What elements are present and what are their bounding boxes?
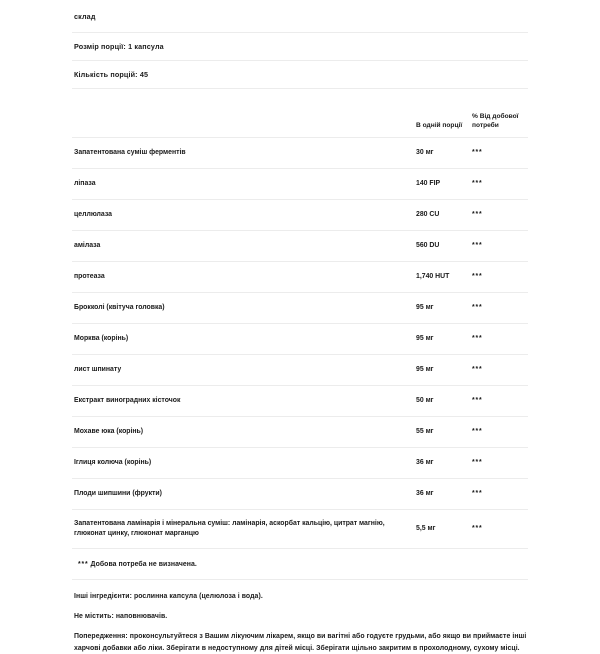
ingredient-daily-value: ***: [472, 200, 528, 231]
supplement-facts-panel: [72, 0, 528, 580]
column-header-amount-per-serving: В одній порції: [416, 89, 472, 138]
table-row: [72, 448, 528, 479]
ingredient-daily-value: ***: [472, 262, 528, 293]
ingredient-daily-value: ***: [472, 417, 528, 448]
ingredient-daily-value: ***: [472, 386, 528, 417]
table-row: [72, 386, 528, 417]
ingredient-amount: 50 мг: [416, 386, 472, 417]
table-row: [72, 138, 528, 169]
ingredient-amount: 1,740 HUT: [416, 262, 472, 293]
ingredient-name: Брокколі (квітуча головка): [72, 293, 416, 324]
ingredient-daily-value: ***: [472, 138, 528, 169]
ingredient-amount: 280 CU: [416, 200, 472, 231]
footnote-text: Добова потреба не визначена.: [90, 560, 197, 568]
ingredient-name: Плоди шипшини (фрукти): [72, 479, 416, 510]
ingredient-name: Запатентована ламінарія і мінеральна суміш: ламінарія, аскорбат кальцію, цитрат магнію, глюконат цинку, глюконат марганцю: [72, 510, 416, 549]
footnote-stars: ***: [78, 560, 89, 568]
ingredient-name: Екстракт виноградних кісточок: [72, 386, 416, 417]
label-footer-text: [72, 580, 528, 654]
other-ingredients-text: Інші інгредієнти: рослинна капсула (целюлоза і вода).: [74, 593, 263, 600]
ingredient-amount: 95 мг: [416, 324, 472, 355]
ingredient-name: Мохаве юка (корінь): [72, 417, 416, 448]
ingredient-name: амілаза: [72, 231, 416, 262]
servings-per-container-row: [72, 61, 528, 89]
ingredient-name: Запатентована суміш ферментів: [72, 138, 416, 169]
ingredient-amount: 95 мг: [416, 293, 472, 324]
table-row: [72, 324, 528, 355]
column-header-daily-value: % Від добової потреби: [472, 89, 528, 138]
ingredient-amount: 5,5 мг: [416, 510, 472, 549]
column-header-name: [72, 89, 416, 138]
ingredient-amount: 36 мг: [416, 479, 472, 510]
ingredient-amount: 55 мг: [416, 417, 472, 448]
ingredient-name: Морква (корінь): [72, 324, 416, 355]
warning-text: Попередження: проконсультуйтеся з Вашим лікуючим лікарем, якщо ви вагітні або годуєте грудьми, або якщо ви приймаєте інші харчові добавки або ліки. Зберігати в недоступному для дітей місці. Зберігати щільно закритим в прохолодному, сухому місці.: [74, 633, 527, 652]
ingredient-daily-value: ***: [472, 293, 528, 324]
table-row: [72, 355, 528, 386]
ingredient-name: ліпаза: [72, 169, 416, 200]
table-row: [72, 293, 528, 324]
ingredient-daily-value: ***: [472, 231, 528, 262]
ingredient-daily-value: ***: [472, 355, 528, 386]
ingredient-daily-value: ***: [472, 479, 528, 510]
ingredient-amount: 30 мг: [416, 138, 472, 169]
serving-size-row: [72, 33, 528, 61]
label-title-row: [72, 0, 528, 33]
ingredient-amount: 140 FIP: [416, 169, 472, 200]
table-row: [72, 169, 528, 200]
ingredient-daily-value: ***: [472, 510, 528, 549]
daily-value-footnote: [72, 549, 528, 580]
table-row: [72, 479, 528, 510]
ingredient-amount: 36 мг: [416, 448, 472, 479]
table-row: [72, 262, 528, 293]
supplement-facts-table: [72, 0, 528, 580]
table-row: [72, 200, 528, 231]
ingredient-daily-value: ***: [472, 448, 528, 479]
table-row: [72, 510, 528, 549]
free-from-text: Не містить: наповнювачів.: [74, 613, 168, 621]
ingredient-name: целлюлаза: [72, 200, 416, 231]
ingredient-daily-value: ***: [472, 324, 528, 355]
ingredient-daily-value: ***: [472, 169, 528, 200]
servings-per-container-text: Кількість порцій: 45: [72, 61, 528, 89]
ingredient-amount: 95 мг: [416, 355, 472, 386]
page-title: склад: [72, 0, 528, 33]
serving-size-text: Розмір порції: 1 капсула: [72, 33, 528, 61]
table-row: [72, 231, 528, 262]
ingredient-amount: 560 DU: [416, 231, 472, 262]
ingredient-name: протеаза: [72, 262, 416, 293]
ingredient-name: лист шпинату: [72, 355, 416, 386]
daily-value-footnote-row: [72, 549, 528, 580]
table-header-row: [72, 89, 528, 138]
ingredient-name: Іглиця колюча (корінь): [72, 448, 416, 479]
table-row: [72, 417, 528, 448]
